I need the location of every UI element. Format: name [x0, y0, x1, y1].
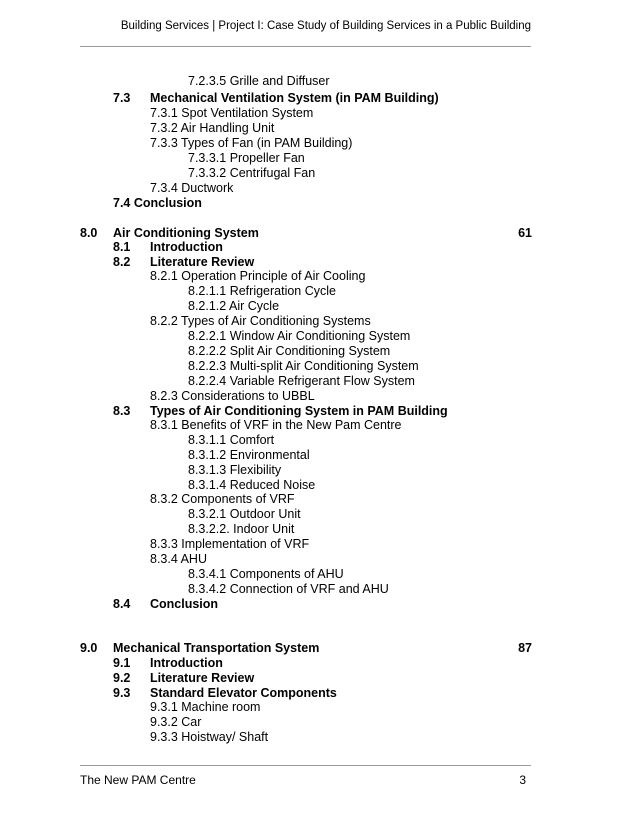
toc-entry-title: Literature Review — [150, 671, 255, 685]
toc-entry — [188, 582, 389, 597]
footer-page-number: 3 — [519, 773, 526, 787]
toc-entry — [188, 166, 315, 181]
toc-entry — [150, 121, 274, 136]
toc-entry-number: 9.1 — [113, 656, 131, 670]
toc-entry-title: 8.3.4 AHU — [150, 552, 207, 566]
toc-entry-title: 8.2.1.2 Air Cycle — [188, 299, 280, 313]
toc-entry-title: Literature Review — [150, 255, 255, 269]
toc-entry — [80, 226, 259, 241]
toc-entry-title: 7.3.3 Types of Fan (in PAM Building) — [150, 136, 353, 150]
toc-entry — [150, 106, 313, 121]
toc-entry — [80, 641, 319, 656]
toc-entry-title: 7.3.1 Spot Ventilation System — [150, 106, 314, 120]
toc-entry — [113, 597, 218, 612]
toc-entry-number: 8.0 — [80, 226, 98, 240]
toc-entry — [150, 314, 371, 329]
header-divider — [80, 46, 531, 47]
toc-entry-title: 7.3.4 Ductwork — [150, 181, 234, 195]
toc-entry-title: Standard Elevator Components — [150, 686, 337, 700]
toc-entry-number: 8.1 — [113, 240, 131, 254]
toc-page-number: 87 — [518, 641, 532, 655]
toc-entry — [150, 552, 207, 567]
toc-entry — [113, 404, 448, 419]
toc-entry-title: 8.3.4.2 Connection of VRF and AHU — [188, 582, 389, 596]
toc-entry — [188, 74, 330, 89]
toc-entry-title: 8.2.2.1 Window Air Conditioning System — [188, 329, 411, 343]
toc-entry — [150, 136, 352, 151]
toc-entry — [188, 299, 279, 314]
toc-entry-number: 8.3 — [113, 404, 131, 418]
toc-entry-title: 8.3.1.2 Environmental — [188, 448, 310, 462]
toc-entry — [150, 389, 315, 404]
toc-entry — [188, 151, 305, 166]
toc-entry-title: Mechanical Ventilation System (in PAM Building) — [150, 91, 439, 105]
toc-entry-number: 8.2 — [113, 255, 131, 269]
toc-entry — [113, 240, 223, 255]
toc-entry — [150, 700, 260, 715]
toc-entry — [113, 656, 223, 671]
toc-entry-title: 8.2.1.1 Refrigeration Cycle — [188, 284, 336, 298]
toc-entry — [150, 418, 402, 433]
toc-entry — [188, 478, 315, 493]
toc-entry — [150, 730, 268, 745]
toc-entry-title: 7.3.3.1 Propeller Fan — [188, 151, 305, 165]
toc-entry — [188, 567, 344, 582]
toc-entry — [188, 374, 415, 389]
toc-entry-title: 9.3.3 Hoistway/ Shaft — [150, 730, 269, 744]
toc-entry-title: 9.3.1 Machine room — [150, 700, 261, 714]
toc-entry — [113, 91, 439, 106]
toc-entry-title: 7.4 Conclusion — [113, 196, 202, 210]
toc-entry-title: 8.3.1.3 Flexibility — [188, 463, 282, 477]
footer-divider — [80, 765, 531, 766]
toc-entry-number: 9.3 — [113, 686, 131, 700]
toc-entry-title: 7.3.3.2 Centrifugal Fan — [188, 166, 316, 180]
toc-entry-title: 8.3.1.1 Comfort — [188, 433, 275, 447]
toc-entry-title: 8.3.4.1 Components of AHU — [188, 567, 344, 581]
toc-entry — [113, 671, 254, 686]
toc-entry-title: 7.2.3.5 Grille and Diffuser — [188, 74, 330, 88]
toc-entry-title: 8.2.2.3 Multi-split Air Conditioning System — [188, 359, 419, 373]
toc-entry-title: 8.3.2.2. Indoor Unit — [188, 522, 295, 536]
toc-entry — [113, 686, 337, 701]
toc-entry-title: 8.2.3 Considerations to UBBL — [150, 389, 315, 403]
toc-entry-title: 8.3.3 Implementation of VRF — [150, 537, 310, 551]
toc-entry — [188, 463, 281, 478]
footer-title: The New PAM Centre — [80, 773, 196, 787]
toc-entry — [150, 269, 365, 284]
toc-entry-title: 8.2.2 Types of Air Conditioning Systems — [150, 314, 371, 328]
toc-entry-title: 8.3.2 Components of VRF — [150, 492, 295, 506]
toc-entry — [188, 329, 410, 344]
toc-entry — [188, 448, 310, 463]
toc-entry-title: 8.2.2.4 Variable Refrigerant Flow System — [188, 374, 415, 388]
toc-entry-title: Air Conditioning System — [113, 226, 259, 240]
toc-entry — [113, 196, 202, 211]
toc-entry — [150, 537, 309, 552]
toc-entry-title: Types of Air Conditioning System in PAM Building — [150, 404, 448, 418]
toc-entry-title: 7.3.2 Air Handling Unit — [150, 121, 275, 135]
toc-entry — [188, 359, 419, 374]
toc-entry-title: Introduction — [150, 656, 223, 670]
toc-entry — [188, 507, 301, 522]
toc-entry-title: Introduction — [150, 240, 223, 254]
toc-entry — [113, 255, 254, 270]
toc-page-number: 61 — [518, 226, 532, 240]
toc-entry-title: 8.3.2.1 Outdoor Unit — [188, 507, 301, 521]
toc-entry — [150, 181, 233, 196]
toc-entry — [188, 522, 294, 537]
toc-entry-title: Conclusion — [150, 597, 219, 611]
toc-entry-number: 8.4 — [113, 597, 131, 611]
toc-entry — [188, 284, 336, 299]
toc-entry — [150, 715, 201, 730]
toc-entry-title: Mechanical Transportation System — [113, 641, 320, 655]
toc-entry — [188, 433, 274, 448]
toc-entry-title: 8.2.1 Operation Principle of Air Cooling — [150, 269, 366, 283]
toc-entry-title: 8.2.2.2 Split Air Conditioning System — [188, 344, 391, 358]
toc-entry — [188, 344, 390, 359]
toc-entry-number: 7.3 — [113, 91, 131, 105]
toc-entry-number: 9.2 — [113, 671, 131, 685]
toc-entry — [150, 492, 295, 507]
toc-entry-number: 9.0 — [80, 641, 98, 655]
page-header: Building Services | Project I: Case Study of Building Services in a Public Building — [120, 20, 531, 32]
toc-entry-title: 8.3.1 Benefits of VRF in the New Pam Centre — [150, 418, 402, 432]
toc-entry-title: 9.3.2 Car — [150, 715, 202, 729]
toc-entry-title: 8.3.1.4 Reduced Noise — [188, 478, 316, 492]
